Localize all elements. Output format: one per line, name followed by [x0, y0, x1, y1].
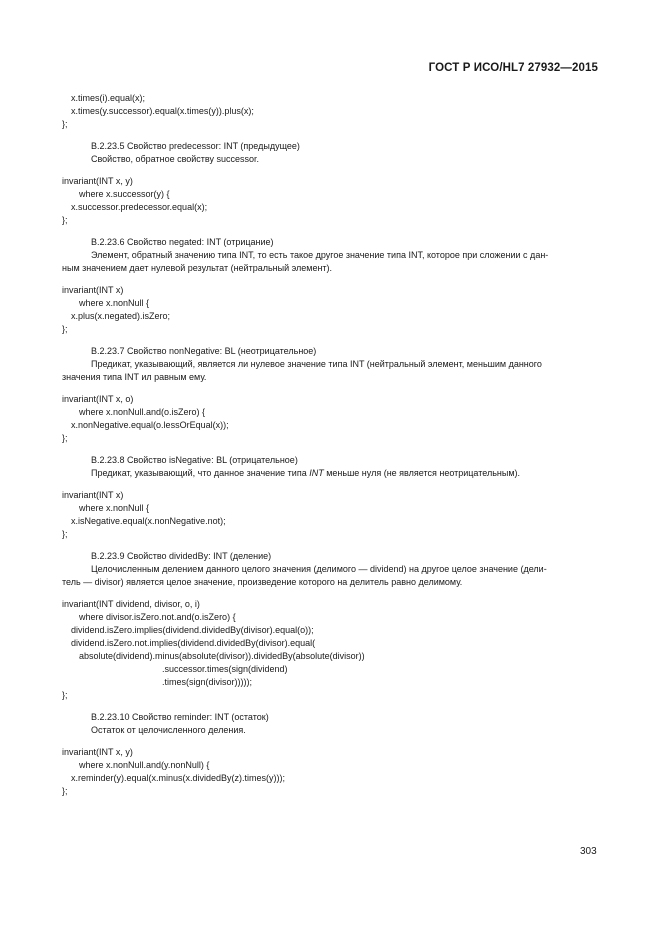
code-line: dividend.isZero.not.implies(dividend.dividedBy(divisor).equal( [71, 638, 316, 648]
code-line: ным значением дает нулевой результат (нейтральный элемент). [62, 263, 333, 273]
code-line: invariant(INT x) [62, 490, 124, 500]
code-line: x.successor.predecessor.equal(x); [71, 202, 208, 212]
code-line: }; [62, 433, 68, 443]
code-line: .successor.times(sign(dividend) [162, 664, 288, 674]
code-line: тель — divisor) является целое значение, произведение которого на делитель равно делимому. [62, 577, 463, 587]
code-line: x.reminder(y).equal(x.minus(x.dividedBy(z).times(y))); [71, 773, 286, 783]
code-line: invariant(INT x, y) [62, 747, 133, 757]
code-line: where x.successor(y) { [79, 189, 170, 199]
page-body [62, 92, 599, 798]
paragraph-gap [62, 227, 599, 236]
code-line: invariant(INT x) [62, 285, 124, 295]
paragraph-gap [62, 445, 599, 454]
paragraph-gap [62, 480, 599, 489]
text-line: В.2.23.9 Свойство dividedBy: INT (деление) [91, 551, 272, 561]
code-line: }; [62, 786, 68, 796]
text-line: В.2.23.5 Свойство predecessor: INT (предыдущее) [91, 141, 300, 151]
paragraph-gap [62, 737, 599, 746]
text-line: В.2.23.10 Свойство reminder: INT (остаток) [91, 712, 269, 722]
text-line: В.2.23.6 Свойство negated: INT (отрицание) [91, 237, 274, 247]
code-line: where x.nonNull { [79, 298, 150, 308]
code-line: where x.nonNull { [79, 503, 150, 513]
paragraph-gap [62, 336, 599, 345]
code-line: }; [62, 119, 68, 129]
paragraph-gap [62, 384, 599, 393]
page-number: 303 [580, 846, 597, 857]
paragraph-gap [62, 589, 599, 598]
code-line: invariant(INT x, y) [62, 176, 133, 186]
code-line: invariant(INT x, o) [62, 394, 134, 404]
code-line: x.times(y.successor).equal(x.times(y)).plus(x); [71, 106, 254, 116]
text-line: Остаток от целочисленного деления. [91, 725, 246, 735]
code-line: значения типа INT ил равным ему. [62, 372, 207, 382]
code-line: }; [62, 324, 68, 334]
code-line: absolute(dividend).minus(absolute(divisor)).dividedBy(absolute(divisor)) [79, 651, 365, 661]
code-line: where x.nonNull.and(o.isZero) { [79, 407, 206, 417]
code-line: invariant(INT dividend, divisor, o, i) [62, 599, 200, 609]
text-line: Предикат, указывающий, является ли нулевое значение типа INT (нейтральный элемент, меньшим данного [91, 359, 542, 369]
text-line: Свойство, обратное свойству successor. [91, 154, 260, 164]
code-line: }; [62, 529, 68, 539]
code-line: x.times(i).equal(x); [71, 93, 146, 103]
text-line: В.2.23.7 Свойство nonNegative: BL (неотрицательное) [91, 346, 317, 356]
document-header: ГОСТ Р ИСО/HL7 27932—2015 [428, 62, 598, 74]
text-line: В.2.23.8 Свойство isNegative: BL (отрицательное) [91, 455, 298, 465]
paragraph-gap [62, 131, 599, 140]
code-line: x.nonNegative.equal(o.lessOrEqual(x)); [71, 420, 229, 430]
text-line: Элемент, обратный значению типа INT, то есть такое другое значение типа INT, которое при сложении с дан- [91, 250, 549, 260]
code-line: }; [62, 215, 68, 225]
code-line: x.isNegative.equal(x.nonNegative.not); [71, 516, 226, 526]
paragraph-gap [62, 166, 599, 175]
paragraph-gap [62, 275, 599, 284]
code-line: }; [62, 690, 68, 700]
code-line: x.plus(x.negated).isZero; [71, 311, 171, 321]
code-line: where divisor.isZero.not.and(o.isZero) { [79, 612, 236, 622]
paragraph-gap [62, 702, 599, 711]
code-line: .times(sign(divisor))))); [162, 677, 252, 687]
text-line: Предикат, указывающий, что данное значение типа INT меньше нуля (не является неотрицательным). [91, 468, 521, 478]
code-line: dividend.isZero.implies(dividend.dividedBy(divisor).equal(o)); [71, 625, 314, 635]
paragraph-gap [62, 541, 599, 550]
text-line: Целочисленным делением данного целого значения (делимого — dividend) на другое целое значение (дели- [91, 564, 547, 574]
code-line: where x.nonNull.and(y.nonNull) { [79, 760, 210, 770]
